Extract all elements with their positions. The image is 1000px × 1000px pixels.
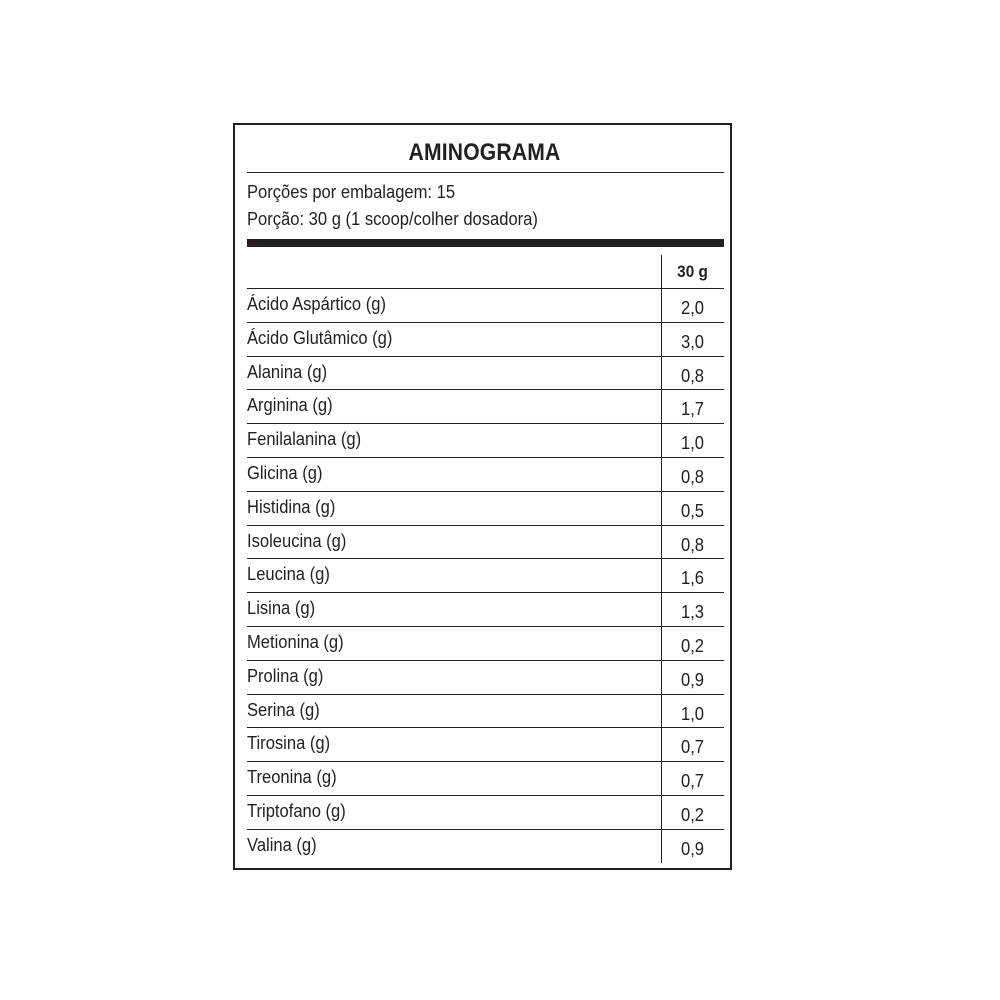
amino-acid-name: Valina (g) — [247, 834, 317, 855]
table-row — [247, 357, 724, 391]
table-row — [247, 323, 724, 357]
amino-acid-name: Treonina (g) — [247, 767, 337, 788]
amino-acid-name: Lisina (g) — [247, 598, 316, 619]
amino-acid-name: Triptofano (g) — [247, 800, 346, 821]
table-body — [247, 289, 724, 864]
amino-acid-value: 0,2 — [680, 804, 705, 825]
amino-acid-name: Isoleucina (g) — [247, 530, 347, 551]
amino-acid-value: 1,6 — [680, 568, 705, 589]
amino-acid-name: Ácido Glutâmico (g) — [247, 327, 393, 348]
table-row — [247, 728, 724, 762]
thick-divider — [247, 239, 724, 247]
table-row — [247, 627, 724, 661]
amino-acid-name: Histidina (g) — [247, 496, 336, 517]
amino-acid-name: Alanina (g) — [247, 361, 328, 382]
table-row — [247, 424, 724, 458]
table-row — [247, 526, 724, 560]
servings-per-package: Porções por embalagem: 15 — [247, 182, 456, 202]
amino-acid-value: 0,9 — [680, 838, 705, 859]
table-row — [247, 593, 724, 627]
amino-acid-value: 0,8 — [680, 365, 705, 386]
table-row — [247, 289, 724, 323]
amino-acid-value: 0,5 — [680, 500, 705, 521]
table-row — [247, 830, 724, 864]
amino-acid-value: 0,9 — [680, 669, 705, 690]
amino-acid-name: Fenilalanina (g) — [247, 429, 362, 450]
table-row — [247, 661, 724, 695]
amino-acid-value: 1,0 — [680, 433, 705, 454]
amino-acid-name: Arginina (g) — [247, 395, 333, 416]
amino-acid-value: 0,7 — [680, 737, 705, 758]
amino-acid-name: Leucina (g) — [247, 564, 330, 585]
amino-acid-value: 2,0 — [680, 298, 705, 318]
table-row — [247, 695, 724, 729]
amino-acid-value: 0,7 — [680, 771, 705, 792]
column-header-30g: 30 g — [677, 262, 708, 281]
amino-acid-name: Prolina (g) — [247, 665, 324, 686]
amino-acid-name: Tirosina (g) — [247, 733, 331, 754]
table-row — [247, 796, 724, 830]
amino-acid-name: Glicina (g) — [247, 462, 323, 483]
table-row — [247, 559, 724, 593]
serving-size: Porção: 30 g (1 scoop/colher dosadora) — [247, 209, 538, 229]
aminogram-label — [233, 123, 732, 870]
amino-acid-value: 1,0 — [680, 703, 705, 724]
amino-acid-value: 0,8 — [680, 466, 705, 487]
title-divider — [247, 172, 724, 173]
table-row — [247, 762, 724, 796]
table-row — [247, 390, 724, 424]
table-row — [247, 492, 724, 526]
amino-acid-name: Metionina (g) — [247, 631, 344, 652]
table-header-row — [247, 255, 724, 289]
amino-acid-value: 3,0 — [680, 331, 705, 352]
amino-acid-name: Serina (g) — [247, 699, 320, 720]
amino-acid-name: Ácido Aspártico (g) — [247, 294, 386, 314]
amino-acid-value: 0,2 — [680, 635, 705, 656]
label-title: AMINOGRAMA — [408, 139, 561, 166]
amino-acid-value: 1,3 — [680, 602, 705, 623]
amino-acid-value: 1,7 — [680, 399, 705, 420]
table-row — [247, 458, 724, 492]
amino-table — [247, 255, 724, 864]
amino-acid-value: 0,8 — [680, 534, 705, 555]
